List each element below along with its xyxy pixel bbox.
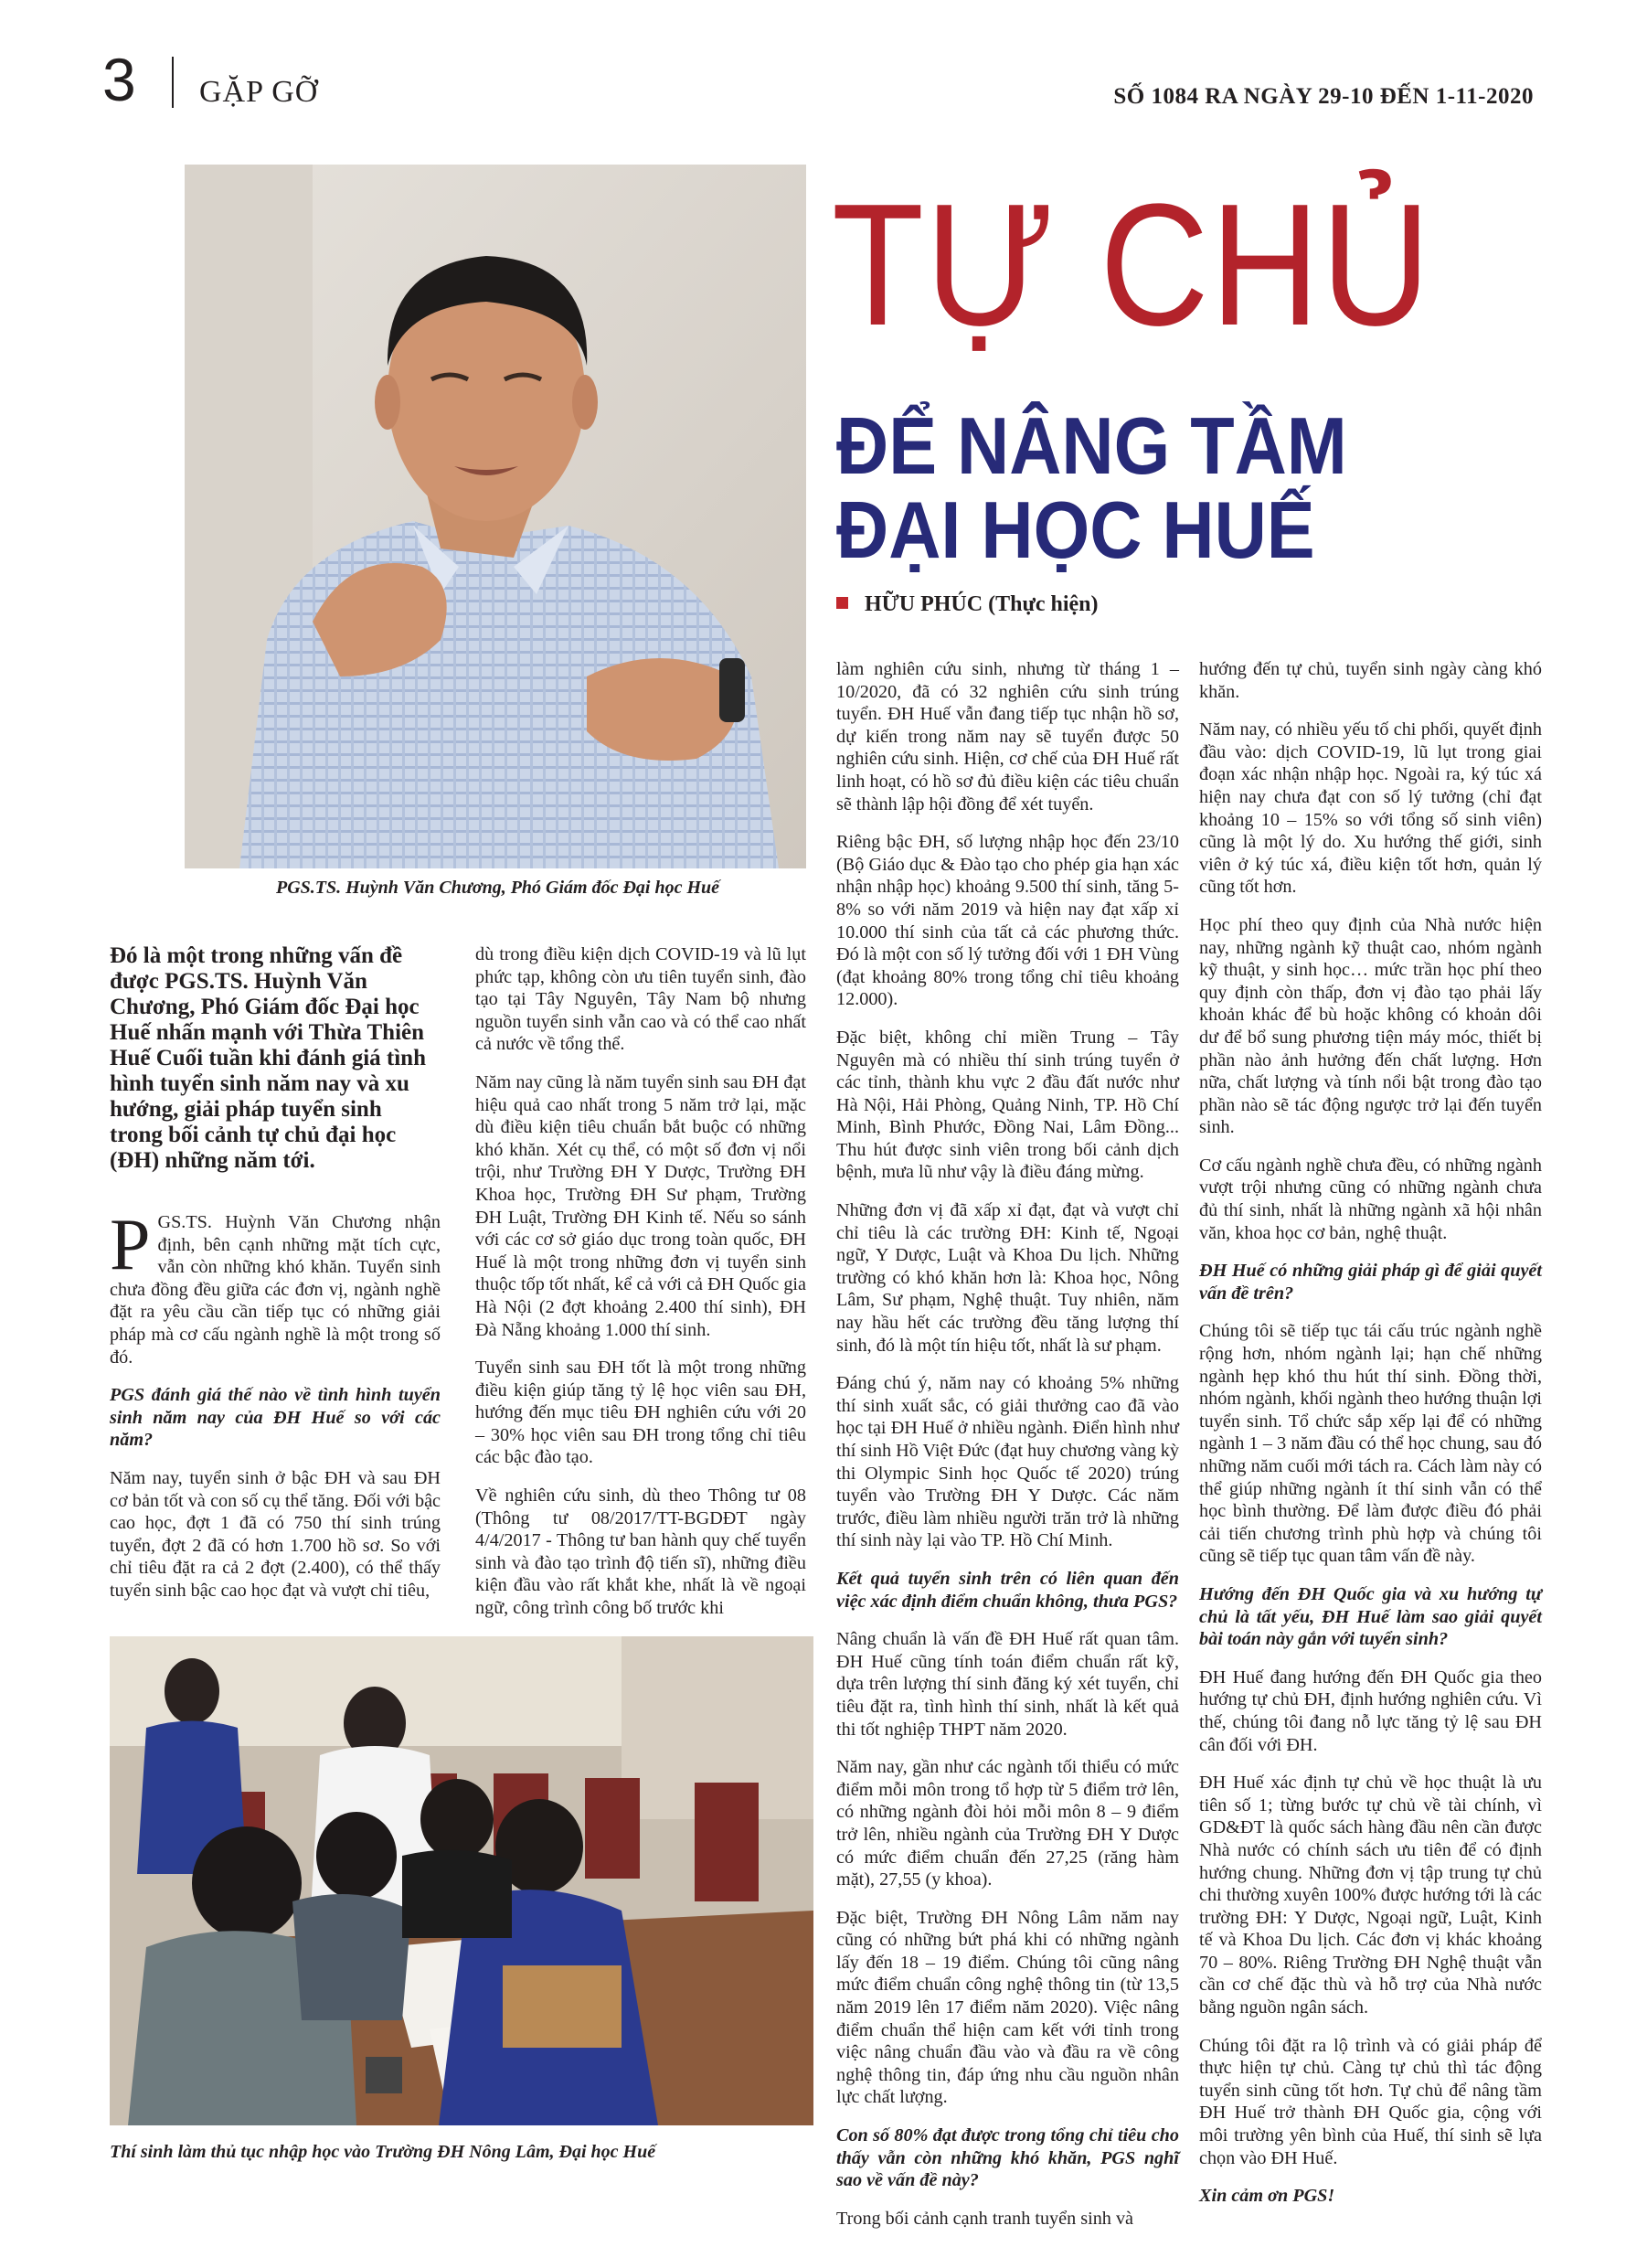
text-column-1	[110, 1205, 441, 1613]
admission-photo	[110, 1636, 813, 2125]
paragraph: Cơ cấu ngành nghề chưa đều, có những ngành vượt trội nhưng cũng có những ngành chưa đủ thí sinh, nhất là những ngành xã hội nhân văn, khoa học cơ bản, nghệ thuật.	[1199, 1155, 1542, 1243]
page-number: 3	[102, 46, 136, 113]
headline-main: TỰ CHỦ	[832, 168, 1432, 362]
paragraph: dù trong điều kiện dịch COVID-19 và lũ lụt phức tạp, không còn ưu tiên tuyển sinh, đào tạo tại Tây Nguyên, Tây Nam bộ nhưng nguồn tuyển sinh vẫn cao và có thể cao nhất cả nước về tổng thể.	[475, 944, 806, 1055]
paragraph: Năm nay, tuyển sinh ở bậc ĐH và sau ĐH cơ bản tốt và con số cụ thể tăng. Đối với bậc cao học, đợt 1 đã có 750 thí sinh trúng tuyển, đợt 2 đã có hơn 1.700 hồ sơ. So với chỉ tiêu đặt ra cả 2 đợt (2.400), có thể thấy tuyển sinh bậc cao học đạt và vượt chỉ tiêu,	[110, 1467, 441, 1601]
paragraph: ĐH Huế xác định tự chủ về học thuật là ưu tiên số 1; từng bước tự chủ về tài chính, vì GD&ĐT là quốc sách hàng đầu nên cần được Nhà nước có chính sách ưu tiên để có định hướng chung. Những đơn vị tập trung tự chủ chi thường xuyên 100% được hướng tới là các trường ĐH: Y Dược, Ngoại ngữ, Luật, Kinh tế và Khoa Du lịch. Các đơn vị khác khoảng 70 – 80%. Riêng Trường ĐH Nghệ thuật vẫn cần cơ chế đặc thù và hỗ trợ của Nhà nước bằng nguồn ngân sách.	[1199, 1773, 1542, 2018]
byline-text: HỮU PHÚC (Thực hiện)	[865, 592, 1099, 616]
paragraph: Những đơn vị đã xấp xỉ đạt, đạt và vượt chỉ chỉ tiêu là các trường ĐH: Kinh tế, Ngoại ngữ, Y Dược, Luật và Khoa Du lịch. Những trường có khó khăn hơn là: Khoa học, Nông Lâm, Sư phạm, Nghệ thuật. Tuy nhiên, năm nay hầu hết các trường đều tăng lượng thí sinh, đó là một tín hiệu tốt, nhất là sư phạm.	[836, 1200, 1179, 1356]
paragraph: Trong bối cảnh cạnh tranh tuyển sinh và	[836, 2208, 1134, 2229]
interview-question: PGS đánh giá thế nào về tình hình tuyển sinh năm nay của ĐH Huế so với các năm?	[110, 1385, 441, 1451]
portrait-photo	[185, 165, 806, 868]
issue-date-line: SỐ 1084 RA NGÀY 29-10 ĐẾN 1-11-2020	[1113, 84, 1534, 109]
paragraph: Đặc biệt, Trường ĐH Nông Lâm năm nay cũng có những bứt phá khi có những ngành lấy đến 18 – 19 điểm. Chúng tôi cũng nâng mức điểm chuẩn công nghệ thông tin (từ 13,5 năm 2019 lên 17 điểm năm 2020). Việc nâng điểm chuẩn thể hiện cam kết với tỉnh trong việc nâng chuẩn đầu vào và đầu ra về công nghệ thông tin, đáp ứng nhu cầu nguồn nhân lực chất lượng.	[836, 1907, 1179, 2108]
text-column-2	[475, 943, 806, 1619]
paragraph: Học phí theo quy định của Nhà nước hiện nay, những ngành kỹ thuật cao, nhóm ngành kỹ thuật, y sinh học… mức trần học phí theo quy định còn thấp, đơn vị đào tạo phải lấy khoản khác để bù hoặc không có khoản dôi dư để bổ sung phương tiện máy móc, thiết bị phần nào ảnh hưởng đến chất lượng. Hơn nữa, chất lượng và tính nổi bật trong đào tạo phần nào sẽ tác động ngược trở lại đến tuyển sinh.	[1199, 914, 1542, 1138]
interview-question: Con số 80% đạt được trong tổng chỉ tiêu cho thấy vẫn còn những khó khăn, PGS nghĩ sao về vấn đề này?	[836, 2125, 1179, 2191]
paragraph: Đáng chú ý, năm nay có khoảng 5% những thí sinh xuất sắc, có giải thưởng cao đã vào học tại ĐH Huế ở nhiều ngành. Điển hình như thí sinh Hồ Việt Đức (đạt huy chương vàng kỳ thi Olympic Sinh học Quốc tế 2020) trúng tuyển vào Trường ĐH Y Dược. Các năm trước, điều làm nhiều người trăn trở là những thí sinh này lại vào TP. Hồ Chí Minh.	[836, 1373, 1179, 1551]
byline	[836, 592, 1099, 617]
paragraph: Về nghiên cứu sinh, dù theo Thông tư 08 (Thông tư 08/2017/TT-BGDĐT ngày 4/4/2017 - Thông tư ban hành quy chế tuyển sinh và đào tạo trình độ tiến sĩ), những điều kiện đầu vào rất khắt khe, nhất là về ngoại ngữ, công trình công bố trước khi	[475, 1485, 806, 1619]
interview-question: ĐH Huế có những giải pháp gì để giải quyết vấn đề trên?	[1199, 1261, 1542, 1304]
paragraph: Tuyển sinh sau ĐH tốt là một trong những điều kiện giúp tăng tỷ lệ học viên sau ĐH, hướng đến mục tiêu ĐH nghiên cứu với 20 – 30% học viên sau ĐH trong tổng chỉ tiêu các bậc đào tạo.	[475, 1358, 806, 1468]
article-lead: Đó là một trong những vấn đề được PGS.TS. Huỳnh Văn Chương, Phó Giám đốc Đại học Huế nhấn mạnh với Thừa Thiên Huế Cuối tuần khi đánh giá tình hình tuyển sinh năm nay và xu hướng, giải pháp tuyển sinh trong bối cảnh tự chủ đại học (ĐH) những năm tới.	[110, 943, 426, 1173]
paragraph: Nâng chuẩn là vấn đề ĐH Huế rất quan tâm. ĐH Huế cũng tính toán điểm chuẩn rất kỹ, dựa trên lượng thí sinh đăng ký xét tuyển, chỉ tiêu đặt ra, tình hình thí sinh, nhất là kết quả thi tốt nghiệp THPT năm 2020.	[836, 1629, 1179, 1740]
paragraph: Năm nay, có nhiều yếu tố chi phối, quyết định đầu vào: dịch COVID-19, lũ lụt trong giai đoạn xác nhận nhập học. Ngoài ra, ký túc xá hiện nay chưa đạt con số lý tưởng (chỉ đạt khoảng 10 – 15% so với tổng số sinh viên) cũng là một lý do. Xu hướng thế giới, sinh viên ở ký túc xá, điều kiện tốt hơn, quản lý cũng tốt hơn.	[1199, 719, 1542, 898]
section-title: GẶP GỠ	[199, 75, 319, 109]
paragraph: ĐH Huế đang hướng đến ĐH Quốc gia theo hướng tự chủ ĐH, định hướng nghiên cứu. Vì thế, chúng tôi đang nỗ lực tăng tỷ lệ sau ĐH cân đối với ĐH.	[1199, 1666, 1542, 1755]
admission-photo-caption: Thí sinh làm thủ tục nhập học vào Trường ĐH Nông Lâm, Đại học Huế	[110, 2142, 656, 2162]
paragraph: Năm nay cũng là năm tuyển sinh sau ĐH đạt hiệu quả cao nhất trong 5 năm trở lại, mặc dù điều kiện tiêu chuẩn bắt buộc có những khó khăn. Xét cụ thể, có một số đơn vị nổi trội, như Trường ĐH Y Dược, Trường ĐH Khoa học, Trường ĐH Sư phạm, Trường ĐH Luật, Trường ĐH Kinh tế. Nếu so sánh với các cơ sở giáo dục trong toàn quốc, ĐH Huế là một trong những đơn vị tuyển sinh thuộc tốp tốt nhất, kể cả với cả ĐH Quốc gia Hà Nội (2 đợt khoảng 2.400 thí sinh), ĐH Đà Nẵng khoảng 1.000 thí sinh.	[475, 1071, 806, 1340]
paragraph: hướng đến tự chủ, tuyển sinh ngày càng khó khăn.	[1199, 659, 1542, 702]
paragraph: làm nghiên cứu sinh, nhưng từ tháng 1 – 10/2020, đã có 32 nghiên cứu sinh trúng tuyển. ĐH Huế vẫn đang tiếp tục nhận hồ sơ, dự kiến trong năm nay sẽ tuyển được 50 nghiên cứu sinh. Hiện, cơ chế của ĐH Huế rất linh hoạt, có hồ sơ đủ điều kiện các tiêu chuẩn sẽ thành lập hội đồng để xét tuyển.	[836, 659, 1179, 815]
paragraph: Chúng tôi sẽ tiếp tục tái cấu trúc ngành nghề rộng hơn, nhóm ngành lại; hạn chế những ngành hẹp khó thu hút thí sinh. Đồng thời, nhóm ngành, khối ngành theo hướng thuận lợi tuyển sinh. Tổ chức sắp xếp lại để có những ngành 1 – 3 năm đầu có thể học chung, sau đó những năm cuối mới tách ra. Cách làm này có thể giúp những ngành ít thí sinh vẫn có thể học bình thường. Để làm được điều đó phải cải tiến chương trình phù hợp và chúng tôi cũng sẽ tiếp tục quan tâm vấn đề này.	[1199, 1321, 1542, 1567]
paragraph-text: GS.TS. Huỳnh Văn Chương nhận định, bên cạnh những mặt tích cực, vẫn còn những khó khăn. Tuyển sinh chưa đồng đều giữa các đơn vị, ngành nghề đặt ra yêu cầu cần tiếp tục có những giải pháp mà cơ cấu ngành nghề là một trong số đó.	[110, 1212, 441, 1368]
byline-bullet-icon	[836, 597, 848, 609]
drop-cap: P	[110, 1205, 151, 1285]
paragraph	[110, 1205, 441, 1368]
paragraph: Năm nay, gần như các ngành tối thiểu có mức điểm mỗi môn trong tổ hợp từ 5 điểm trở lên, có những ngành đòi hỏi mỗi môn 8 – 9 điểm trở lên, nhiều ngành của Trường ĐH Y Dược có mức điểm chuẩn đến 27,25 (răng hàm mặt), 27,55 (y khoa).	[836, 1757, 1179, 1890]
text-column-4	[1199, 658, 1542, 2207]
portrait-caption: PGS.TS. Huỳnh Văn Chương, Phó Giám đốc Đại học Huế	[276, 878, 720, 898]
interview-question: Kết quả tuyển sinh trên có liên quan đến việc xác định điểm chuẩn không, thưa PGS?	[836, 1568, 1179, 1612]
header-divider	[172, 57, 174, 108]
headline-sub-line2: ĐẠI HỌC HUẾ	[836, 484, 1315, 575]
headline-sub-line1: ĐỂ NÂNG TẦM	[836, 400, 1347, 491]
text-column-3	[836, 658, 1179, 2229]
paragraph: Riêng bậc ĐH, số lượng nhập học đến 23/10 (Bộ Giáo dục & Đào tạo cho phép gia hạn xác nhận nhập học) khoảng 9.500 thí sinh, tăng 5-8% so với năm 2019 và hiện nay đạt xấp xỉ 10.000 thí sinh của tất cả các phương thức. Đó là một con số lý tưởng đối với 1 ĐH Vùng (đạt khoảng 80% trong tổng chỉ tiêu khoảng 12.000).	[836, 832, 1179, 1010]
paragraph: Chúng tôi đặt ra lộ trình và có giải pháp để thực hiện tự chủ. Càng tự chủ thì tác động tuyển sinh cũng tốt hơn. Tự chủ để nâng tầm ĐH Huế trở thành ĐH Quốc gia, cộng với môi trường yên bình của Huế, thí sinh sẽ lựa chọn vào ĐH Huế.	[1199, 2035, 1542, 2168]
paragraph: Đặc biệt, không chỉ miền Trung – Tây Nguyên mà có nhiều thí sinh trúng tuyển ở các tỉnh, thành khu vực 2 đầu đất nước như Hà Nội, Hải Phòng, Quảng Ninh, TP. Hồ Chí Minh, Bình Phước, Đồng Nai, Lâm Đồng... Thu hút được sinh viên trong bối cảnh dịch bệnh, mưa lũ như vậy là điều đáng mừng.	[836, 1027, 1179, 1183]
interview-question: Hướng đến ĐH Quốc gia và xu hướng tự chủ là tất yếu, ĐH Huế làm sao giải quyết bài toán này gắn với tuyển sinh?	[1199, 1583, 1542, 1650]
closing-line: Xin cảm ơn PGS!	[1199, 2186, 1335, 2207]
